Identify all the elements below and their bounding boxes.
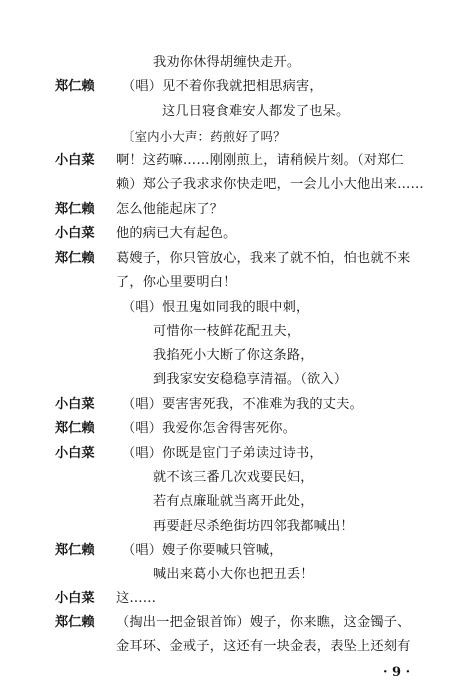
dialogue-line: 就不该三番几次戏要民妇， xyxy=(153,470,314,485)
dialogue-line: （唱）我爱你怎舍得害死你。 xyxy=(122,421,297,436)
dialogue-line: （唱）恨丑鬼如同我的眼中刺， xyxy=(122,300,310,315)
speaker-name: 郑仁赖 xyxy=(55,251,95,266)
dialogue-line: 葛嫂子，你只管放心，我来了就不怕，怕也就不来 xyxy=(116,251,411,266)
dialogue-line: 这…… xyxy=(116,591,157,606)
speaker-name: 小白菜 xyxy=(55,226,95,241)
speaker-name: 郑仁赖 xyxy=(55,202,95,217)
dialogue-line: 金耳环、金戒子，这还有一块金表，表坠上还刻有 xyxy=(116,639,411,654)
speaker-name: 小白菜 xyxy=(55,153,95,168)
speaker-name: 郑仁赖 xyxy=(55,543,95,558)
dialogue-line: 他的病已大有起色。 xyxy=(116,226,237,241)
dialogue-line: 我劝你休得胡缠快走开。 xyxy=(153,55,301,70)
dialogue-line: 再要赶尽杀绝街坊四邻我都喊出！ xyxy=(153,519,354,534)
dialogue-line: 怎么他能起床了？ xyxy=(116,202,224,217)
speaker-name: 郑仁赖 xyxy=(55,421,95,436)
dialogue-line: （唱）见不着你我就把相思病害， xyxy=(122,79,323,94)
dialogue-line: 可惜你一枝鲜花配丑夫， xyxy=(153,324,301,339)
dialogue-line: 这几日寝食难安人都发了也呆。 xyxy=(162,104,350,119)
speaker-name: 郑仁赖 xyxy=(55,79,95,94)
dialogue-line: 到我家安安稳稳享清福。（欲入） xyxy=(153,372,348,387)
dialogue-line: 啊！这药嘛……刚刚煎上，请稍候片刻。（对郑仁 xyxy=(116,153,404,168)
page-number: · 9 · xyxy=(383,665,411,680)
dialogue-line: （掏出一把金银首饰）嫂子，你来瞧，这金镯子、 xyxy=(116,615,411,630)
speaker-name: 小白菜 xyxy=(55,397,95,412)
dialogue-line: （唱）你既是宦门子弟读过诗书， xyxy=(122,446,323,461)
speaker-name: 郑仁赖 xyxy=(55,615,95,630)
speaker-name: 小白菜 xyxy=(55,591,95,606)
dialogue-line: 赖）郑公子我求求你快走吧，一会儿小大他出来…… xyxy=(116,177,424,192)
dialogue-line: 了，你心里要明白！ xyxy=(116,275,237,290)
stage-direction: 〔室内小大声：药煎好了吗？ xyxy=(122,129,286,144)
dialogue-line: 我掐死小大断了你这条路， xyxy=(153,348,314,363)
speaker-name: 小白菜 xyxy=(55,446,95,461)
dialogue-line: （唱）嫂子你要喊只管喊， xyxy=(122,543,283,558)
dialogue-line: （唱）要害害死我，不准难为我的丈夫。 xyxy=(122,397,363,412)
dialogue-line: 喊出来葛小大你也把丑丢！ xyxy=(153,567,314,582)
dialogue-line: 若有点廉耻就当离开此处， xyxy=(153,494,314,509)
